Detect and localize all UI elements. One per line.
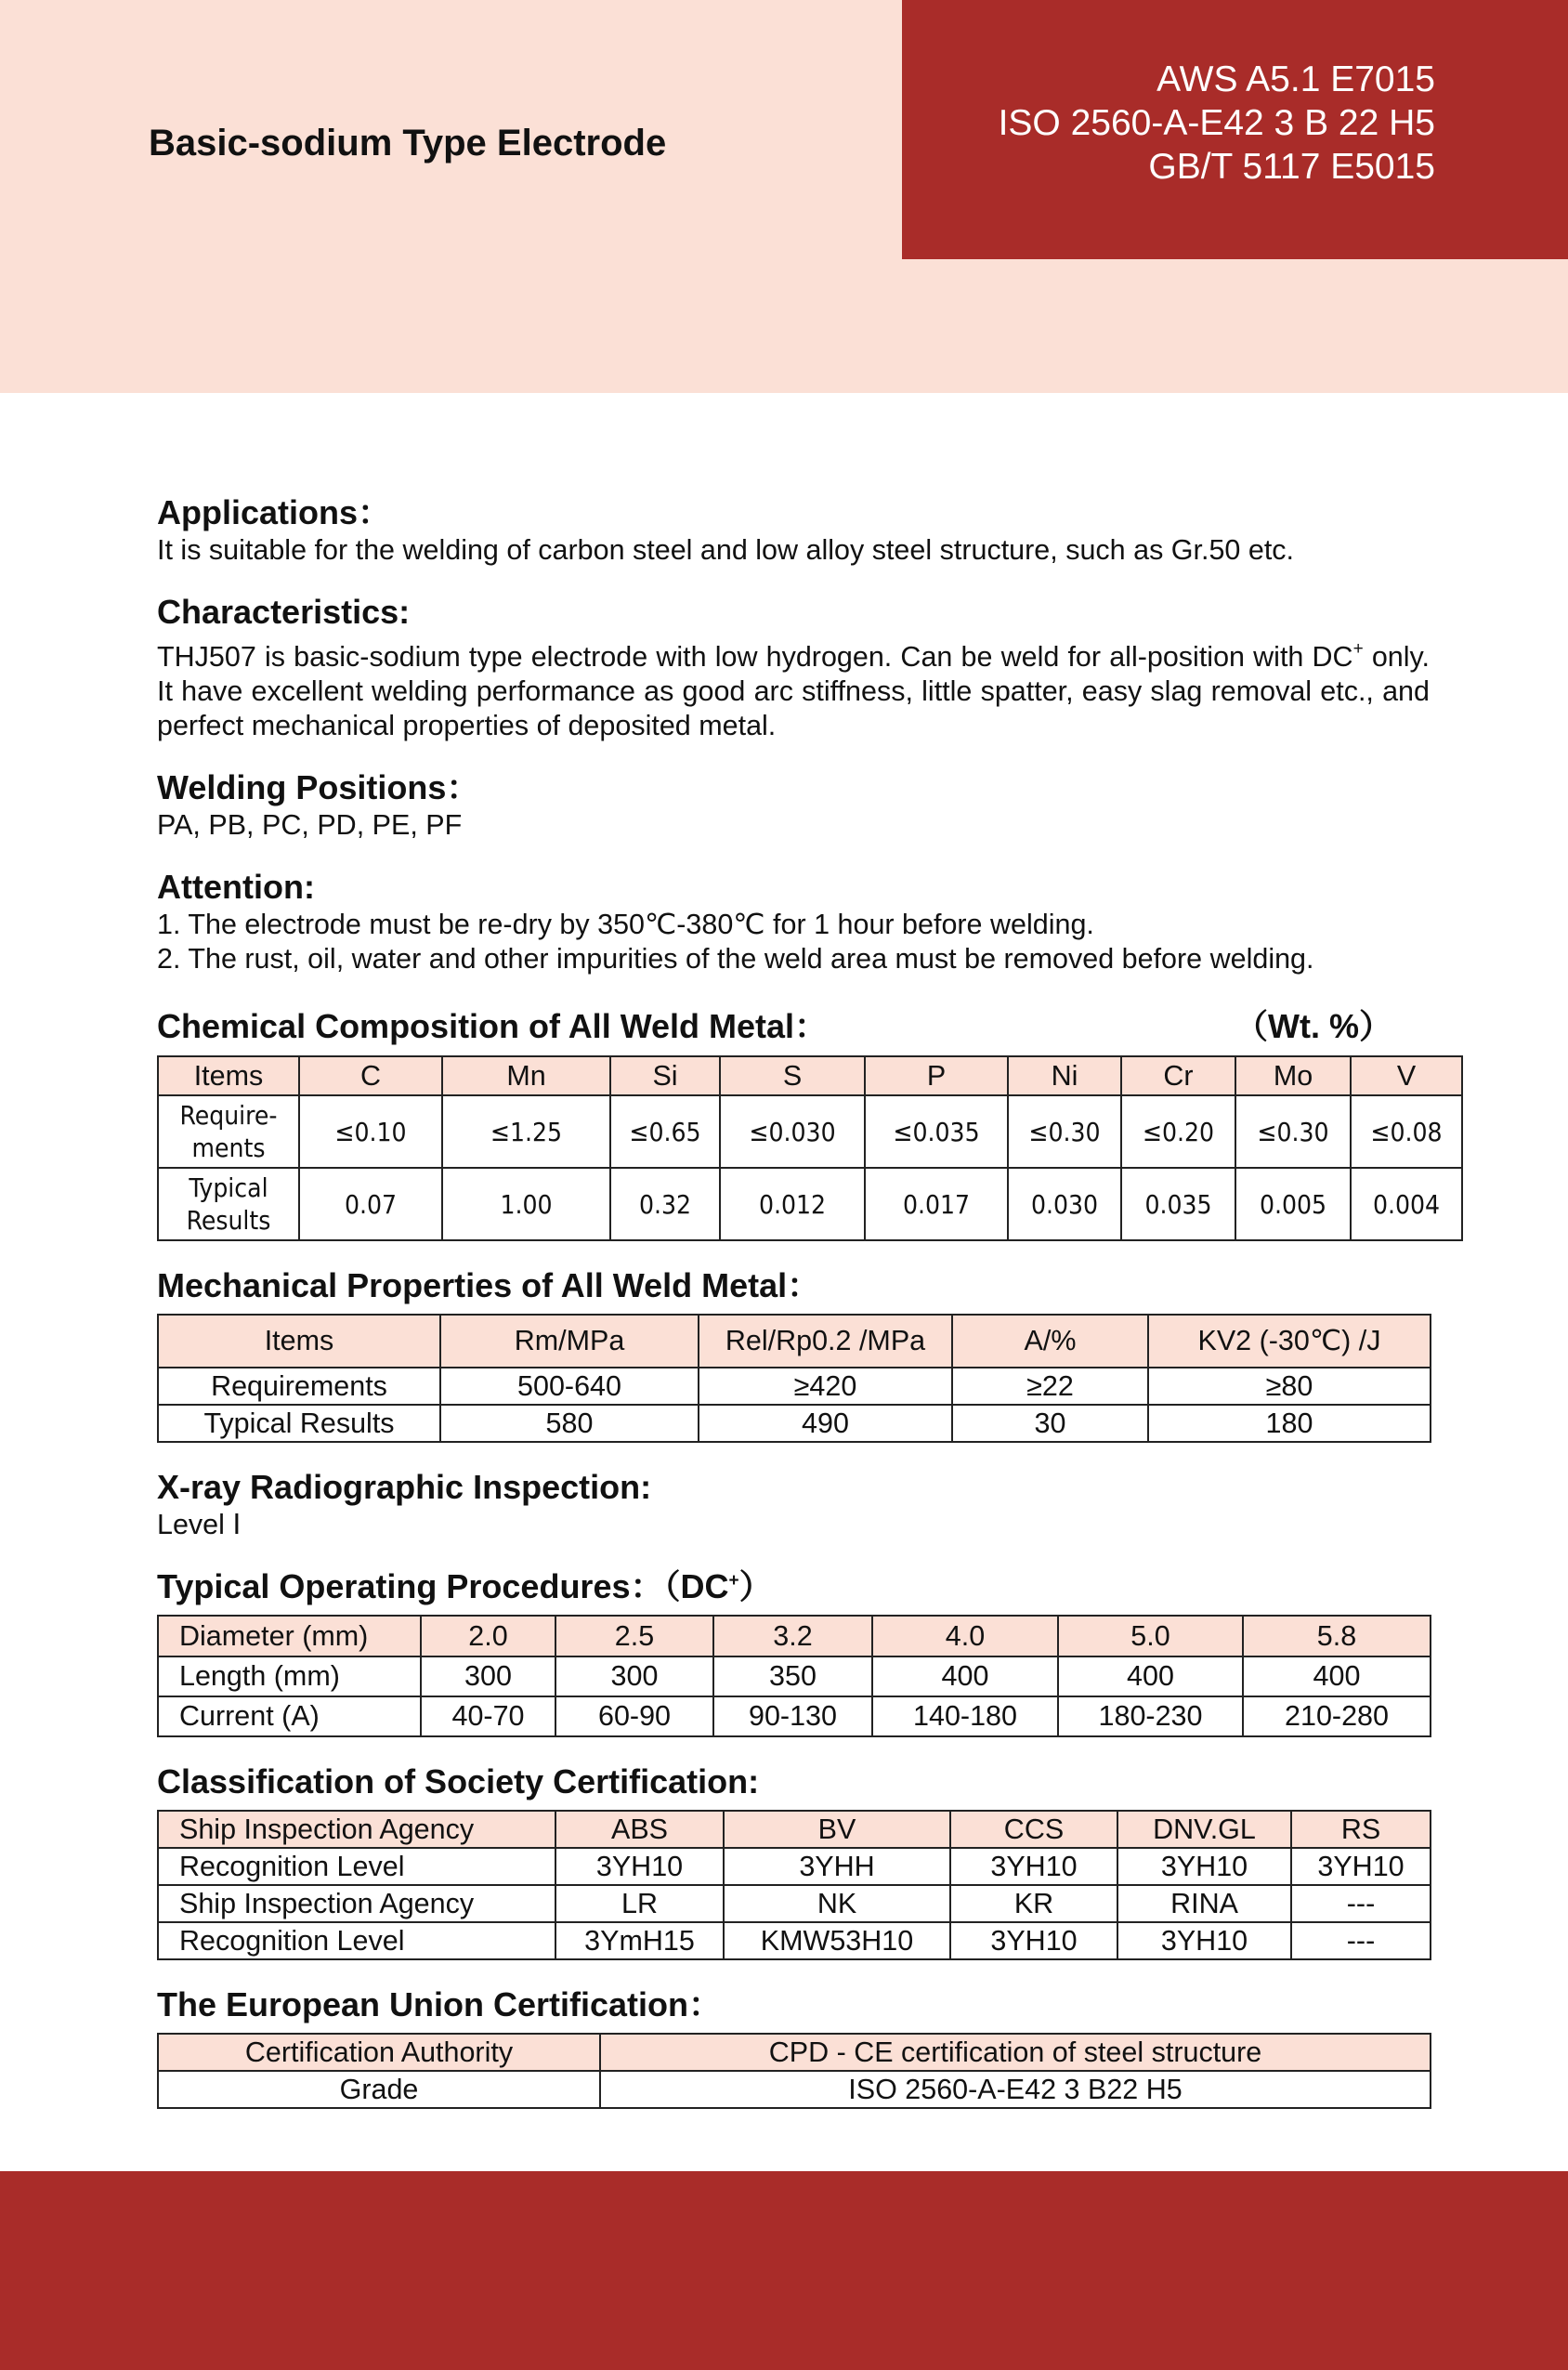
chem-header-cell: Mn: [442, 1056, 610, 1095]
proc-header-cell: 3.2: [713, 1616, 872, 1656]
chem-cell: 0.32: [610, 1168, 720, 1240]
mech-cell: 490: [699, 1405, 952, 1442]
society-cell: Ship Inspection Agency: [158, 1811, 555, 1848]
table-row: [158, 1656, 1431, 1696]
mech-cell: ≥420: [699, 1368, 952, 1405]
characteristics-text-part1: THJ507 is basic-sodium type electrode with low hydrogen. Can be weld for all-position with DC: [157, 641, 1353, 673]
footer-band: [0, 2171, 1568, 2370]
chemical-section: [157, 1001, 1443, 1241]
proc-cell: Current (A): [158, 1696, 421, 1736]
chem-cell: ≤0.30: [1008, 1095, 1121, 1168]
chem-cell: 0.030: [1008, 1168, 1121, 1240]
standard-aws: AWS A5.1 E7015: [1156, 59, 1435, 99]
chem-cell: 0.005: [1235, 1168, 1351, 1240]
mech-cell: 30: [952, 1405, 1148, 1442]
proc-cell: 400: [1243, 1656, 1431, 1696]
chemical-unit: （Wt. %）: [1235, 1007, 1392, 1045]
proc-cell: 300: [421, 1656, 555, 1696]
society-cell: RINA: [1117, 1885, 1291, 1922]
proc-cell: 40-70: [421, 1696, 555, 1736]
mech-header-cell: A/%: [952, 1315, 1148, 1368]
chem-header-cell: C: [299, 1056, 442, 1095]
characteristics-text-part2: only. It have excellent welding performance as good arc stiffness, little spatter, easy slag removal etc., and perfect mechanical properties of deposited metal.: [157, 641, 1430, 741]
society-cell: CCS: [950, 1811, 1117, 1848]
chem-cell: 0.012: [720, 1168, 865, 1240]
attention-section: [157, 867, 1430, 976]
society-cell: 3YHH: [724, 1848, 950, 1885]
chem-header-cell: P: [865, 1056, 1008, 1095]
xray-heading: X-ray Radiographic Inspection:: [157, 1468, 652, 1506]
society-cell: 3YH10: [950, 1922, 1117, 1959]
society-section: [157, 1761, 1430, 1960]
society-cell: ---: [1291, 1922, 1431, 1959]
society-cell: Recognition Level: [158, 1922, 555, 1959]
table-row: [158, 2034, 1431, 2071]
table-row: [158, 1405, 1431, 1442]
chemical-header-row: [158, 1056, 1462, 1095]
chem-cell: ≤0.035: [865, 1095, 1008, 1168]
procedures-header-row: [158, 1616, 1431, 1656]
society-cell: BV: [724, 1811, 950, 1848]
chem-header-cell: Cr: [1121, 1056, 1235, 1095]
applications-heading: Applications：: [157, 493, 392, 531]
chem-cell: 1.00: [442, 1168, 610, 1240]
proc-cell: 60-90: [555, 1696, 713, 1736]
eu-cell: Grade: [158, 2071, 600, 2108]
mechanical-table: [157, 1314, 1431, 1443]
product-title: Basic-sodium Type Electrode: [149, 123, 667, 164]
standards-box: [902, 0, 1568, 259]
proc-cell: 210-280: [1243, 1696, 1431, 1736]
dc-plus-sup: +: [1352, 639, 1364, 659]
proc-cell: 180-230: [1058, 1696, 1243, 1736]
chem-header-cell: Items: [158, 1056, 299, 1095]
proc-header-cell: 2.5: [555, 1616, 713, 1656]
eu-cell: CPD - CE certification of steel structure: [600, 2034, 1431, 2071]
procedures-heading: [157, 1566, 1430, 1607]
chem-header-cell: Mo: [1235, 1056, 1351, 1095]
society-cell: 3YH10: [1291, 1848, 1431, 1885]
chem-cell: 0.004: [1351, 1168, 1462, 1240]
applications-section: [157, 492, 1430, 568]
mech-header-cell: KV2 (-30℃) /J: [1148, 1315, 1431, 1368]
proc-cell: 140-180: [872, 1696, 1058, 1736]
mech-cell: Typical Results: [158, 1405, 440, 1442]
chem-header-cell: S: [720, 1056, 865, 1095]
society-table: [157, 1810, 1431, 1960]
proc-cell: 400: [872, 1656, 1058, 1696]
mech-cell: ≥22: [952, 1368, 1148, 1405]
proc-header-cell: 2.0: [421, 1616, 555, 1656]
standard-iso: ISO 2560-A-E42 3 B 22 H5: [998, 103, 1435, 143]
mech-cell: 500-640: [440, 1368, 699, 1405]
procedures-heading-text: Typical Operating Procedures：（DC: [157, 1567, 729, 1605]
society-cell: LR: [555, 1885, 724, 1922]
characteristics-heading: Characteristics:: [157, 593, 411, 631]
society-cell: Recognition Level: [158, 1848, 555, 1885]
procedures-heading-sup: +: [728, 1571, 739, 1591]
proc-header-cell: 5.8: [1243, 1616, 1431, 1656]
chem-header-cell: V: [1351, 1056, 1462, 1095]
proc-header-cell: Diameter (mm): [158, 1616, 421, 1656]
society-cell: ---: [1291, 1885, 1431, 1922]
society-cell: 3YH10: [555, 1848, 724, 1885]
eu-heading: The European Union Certification：: [157, 1985, 723, 2023]
attention-heading: Attention:: [157, 868, 315, 906]
xray-section: [157, 1467, 1430, 1542]
mech-header-cell: Rm/MPa: [440, 1315, 699, 1368]
mech-header-cell: Items: [158, 1315, 440, 1368]
mech-cell: ≥80: [1148, 1368, 1431, 1405]
table-row: [158, 1368, 1431, 1405]
mech-header-cell: Rel/Rp0.2 /MPa: [699, 1315, 952, 1368]
characteristics-section: [157, 592, 1430, 743]
chem-cell: ≤0.65: [610, 1095, 720, 1168]
chem-cell: ≤0.030: [720, 1095, 865, 1168]
mech-cell: Requirements: [158, 1368, 440, 1405]
society-cell: 3YmH15: [555, 1922, 724, 1959]
proc-cell: Length (mm): [158, 1656, 421, 1696]
welding-positions-text: PA, PB, PC, PD, PE, PF: [157, 809, 463, 841]
table-row: [158, 2071, 1431, 2108]
table-row: [158, 1885, 1431, 1922]
chemical-table: [157, 1055, 1463, 1241]
proc-cell: 300: [555, 1656, 713, 1696]
chem-cell: ≤1.25: [442, 1095, 610, 1168]
table-row: [158, 1696, 1431, 1736]
society-cell: RS: [1291, 1811, 1431, 1848]
attention-item: 1. The electrode must be re-dry by 350℃-380℃ for 1 hour before welding.: [157, 909, 1094, 940]
chem-cell: ≤0.20: [1121, 1095, 1235, 1168]
eu-cell: ISO 2560-A-E42 3 B22 H5: [600, 2071, 1431, 2108]
table-row: [158, 1922, 1431, 1959]
procedures-section: [157, 1566, 1430, 1737]
proc-header-cell: 5.0: [1058, 1616, 1243, 1656]
standard-gb: GB/T 5117 E5015: [1148, 147, 1435, 187]
attention-list: [157, 908, 1430, 976]
chem-cell: ≤0.08: [1351, 1095, 1462, 1168]
attention-item: 2. The rust, oil, water and other impurities of the weld area must be removed before welding.: [157, 943, 1314, 975]
society-cell: NK: [724, 1885, 950, 1922]
chem-cell: ≤0.30: [1235, 1095, 1351, 1168]
mech-cell: 580: [440, 1405, 699, 1442]
mech-cell: 180: [1148, 1405, 1431, 1442]
proc-cell: 90-130: [713, 1696, 872, 1736]
eu-section: [157, 1984, 1430, 2109]
table-row: [158, 1811, 1431, 1848]
eu-table: [157, 2033, 1431, 2109]
proc-header-cell: 4.0: [872, 1616, 1058, 1656]
datasheet-content: [157, 492, 1443, 2133]
chem-header-cell: Si: [610, 1056, 720, 1095]
chem-cell: 0.07: [299, 1168, 442, 1240]
society-cell: DNV.GL: [1117, 1811, 1291, 1848]
table-row: [158, 1848, 1431, 1885]
society-cell: Ship Inspection Agency: [158, 1885, 555, 1922]
table-row: [158, 1168, 1462, 1240]
mechanical-section: [157, 1265, 1430, 1443]
chem-row-label: Require-ments: [158, 1095, 299, 1168]
society-cell: KMW53H10: [724, 1922, 950, 1959]
chem-header-cell: Ni: [1008, 1056, 1121, 1095]
xray-text: Level Ⅰ: [157, 1509, 242, 1540]
procedures-table: [157, 1615, 1431, 1737]
applications-text: It is suitable for the welding of carbon steel and low alloy steel structure, such as Gr.50 etc.: [157, 534, 1295, 566]
chem-cell: 0.035: [1121, 1168, 1235, 1240]
proc-cell: 400: [1058, 1656, 1243, 1696]
society-cell: KR: [950, 1885, 1117, 1922]
society-cell: 3YH10: [1117, 1848, 1291, 1885]
society-cell: ABS: [555, 1811, 724, 1848]
eu-cell: Certification Authority: [158, 2034, 600, 2071]
table-row: [158, 1095, 1462, 1168]
welding-positions-section: [157, 767, 1430, 843]
welding-positions-heading: Welding Positions：: [157, 768, 480, 806]
proc-cell: 350: [713, 1656, 872, 1696]
mechanical-heading: Mechanical Properties of All Weld Metal：: [157, 1266, 821, 1304]
mechanical-header-row: [158, 1315, 1431, 1368]
chem-cell: ≤0.10: [299, 1095, 442, 1168]
chem-cell: 0.017: [865, 1168, 1008, 1240]
procedures-heading-end: ）: [738, 1567, 773, 1605]
characteristics-text: [157, 640, 1430, 743]
chem-row-label: Typical Results: [158, 1168, 299, 1240]
society-heading: Classification of Society Certification:: [157, 1762, 760, 1800]
chemical-heading: Chemical Composition of All Weld Metal：: [157, 1007, 829, 1045]
society-cell: 3YH10: [950, 1848, 1117, 1885]
society-cell: 3YH10: [1117, 1922, 1291, 1959]
